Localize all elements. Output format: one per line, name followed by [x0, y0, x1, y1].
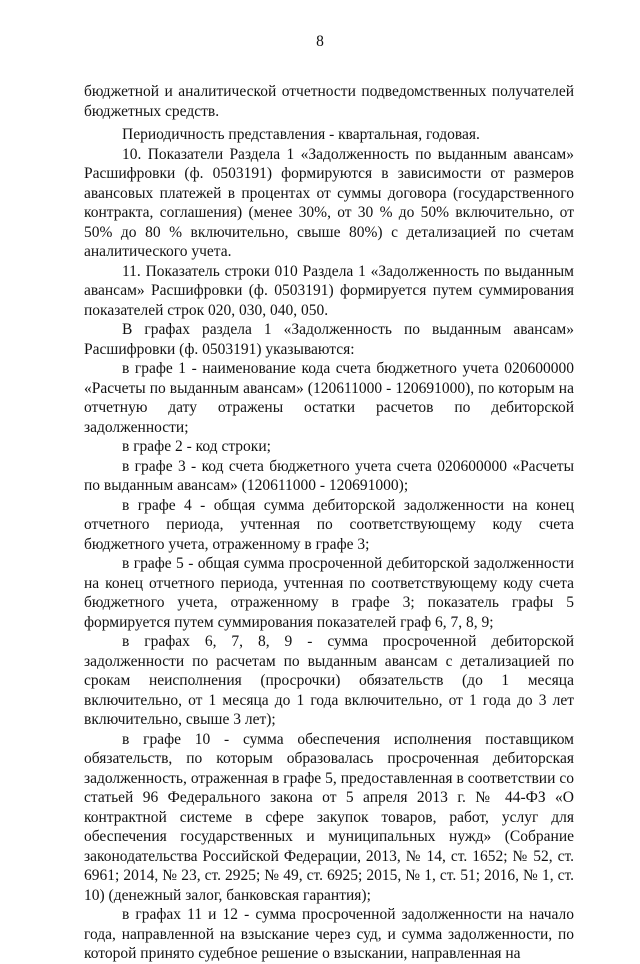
- paragraph-column-3: в графе 3 - код счета бюджетного учета счета 020600000 «Расчеты по выданным авансам» (120611000 - 120691000);: [84, 457, 574, 494]
- paragraph-column-2: в графе 2 - код строки;: [122, 438, 271, 455]
- paragraph-columns-intro: В графах раздела 1 «Задолженность по выданным авансам» Расшифровки (ф. 0503191) указываются:: [84, 321, 574, 358]
- paragraph-column-5: в графе 5 - общая сумма просроченной дебиторской задолженности на конец отчетного периода, учтенная по соответствующему коду счета бюджетного учета, отраженному в графе 3; показатель графы 5 формируется путем суммирования показателей граф 6, 7, 8, 9;: [84, 555, 574, 631]
- paragraph-periodicity: Периодичность представления - квартальная, годовая.: [122, 126, 480, 143]
- document-body: [84, 82, 574, 964]
- paragraph-columns-6-9: в графах 6, 7, 8, 9 - сумма просроченной дебиторской задолженности по расчетам по выданным авансам с детализацией по срокам неисполнения (просрочки) обязательств (до 1 месяца включительно, от 1 месяца до 1 года включительно, от 1 года до 3 лет включительно, свыше 3 лет);: [84, 633, 574, 728]
- paragraph-column-4: в графе 4 - общая сумма дебиторской задолженности на конец отчетного периода, учтенная по соответствующему коду счета бюджетного учета, отраженному в графе 3;: [84, 496, 574, 553]
- page-number: 8: [316, 33, 324, 50]
- paragraph-column-1: в графе 1 - наименование кода счета бюджетного учета 020600000 «Расчеты по выданным авансам» (120611000 - 120691000), по которым на отчетную дату отражены остатки расчетов по дебиторской задолженности;: [84, 360, 574, 436]
- paragraph-item-10: 10. Показатели Раздела 1 «Задолженность по выданным авансам» Расшифровки (ф. 0503191) формируются в зависимости от размеров авансовых платежей в процентах от суммы договора (государственного контракта, соглашения) (менее 30%, от 30 % до 50% включительно, от 50% до 80 % включительно, свыше 80%) с детализацией по счетам аналитического учета.: [84, 145, 574, 260]
- paragraph-columns-11-12: в графах 11 и 12 - сумма просроченной задолженности на начало года, направленной на взыскание через суд, и сумма задолженности, по которой принято судебное решение о взыскании, направленная на: [84, 906, 574, 962]
- paragraph-column-10: в графе 10 - сумма обеспечения исполнения поставщиком обязательств, по которым образовалась просроченная дебиторская задолженность, отраженная в графе 5, предоставленная в соответствии со статьей 96 Федерального закона от 5 апреля 2013 г. № 44-ФЗ «О контрактной системе в сфере закупок товаров, работ, услуг для обеспечения государственных и муниципальных нужд» (Собрание законодательства Российской Федерации, 2013, № 14, ст. 1652; № 52, ст. 6961; 2014, № 23, ст. 2925; № 49, ст. 6925; 2015, № 1, ст. 51; 2016, № 1, ст. 10) (денежный залог, банковская гарантия);: [84, 730, 574, 904]
- paragraph-continuation: бюджетной и аналитической отчетности подведомственных получателей бюджетных средств.: [84, 83, 574, 120]
- paragraph-item-11: 11. Показатель строки 010 Раздела 1 «Задолженность по выданным авансам» Расшифровки (ф. 0503191) формируется путем суммирования показателей строк 020, 030, 040, 050.: [84, 262, 574, 319]
